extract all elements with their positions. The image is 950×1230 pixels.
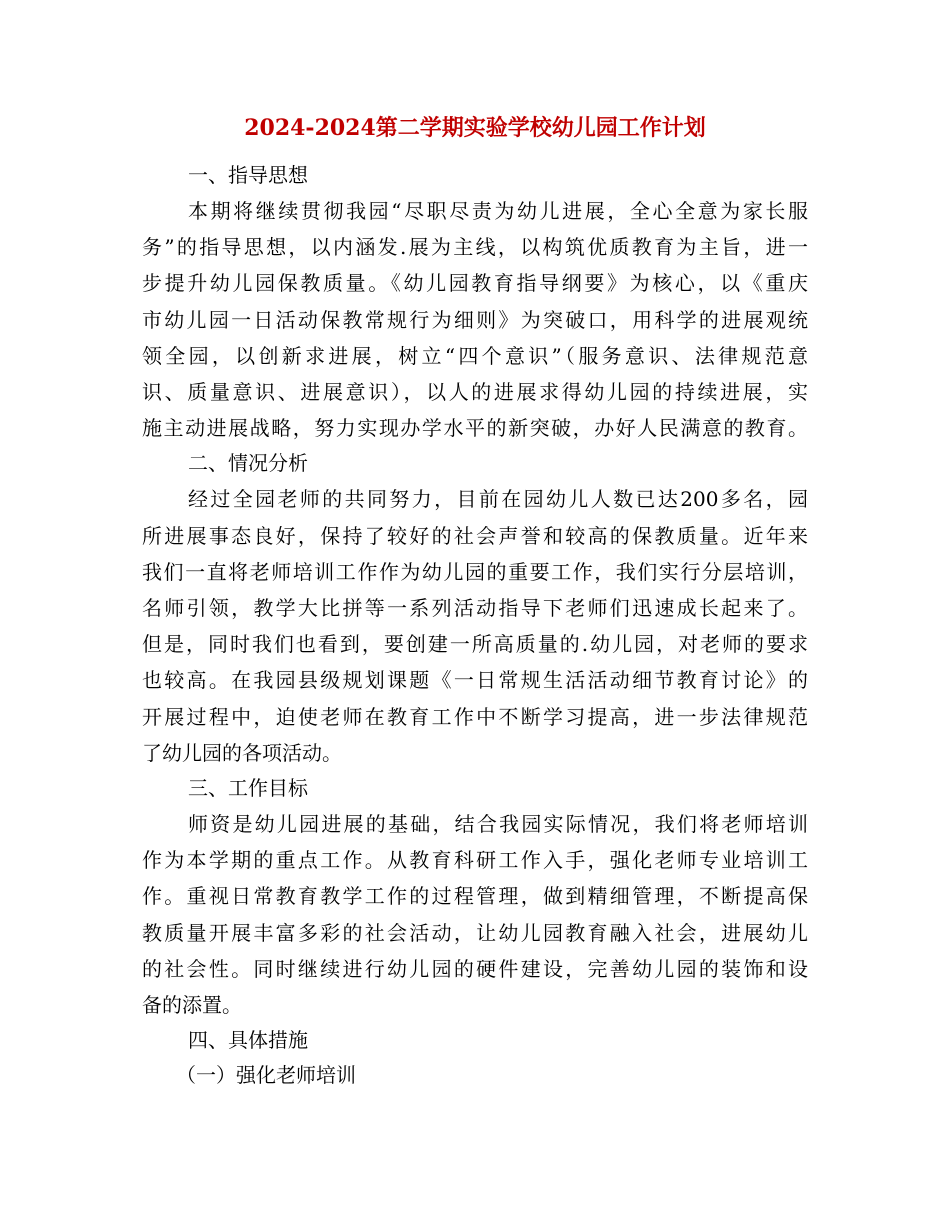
- paragraph-line: 务”的指导思想，以内涵发.展为主线，以构筑优质教育为主旨，进一: [142, 235, 808, 260]
- paragraph-line: 但是，同时我们也看到，要创建一所高质量的.幼儿园，对老师的要求: [142, 632, 808, 657]
- paragraph-line: 施主动进展战略，努力实现办学水平的新突破，办好人民满意的教育。: [142, 416, 808, 441]
- paragraph-line: 备的添置。: [142, 993, 242, 1018]
- paragraph-line: 教质量开展丰富多彩的社会活动，让幼儿园教育融入社会，进展幼儿: [142, 920, 808, 945]
- section-heading-work-goals: 三、工作目标: [188, 776, 308, 801]
- paragraph-line: 步提升幼儿园保教质量。《幼儿园教育指导纲要》为核心，以《重庆: [142, 271, 808, 296]
- paragraph-line: 经过全园老师的共同努力，目前在园幼儿人数已达200多名，园: [188, 487, 808, 512]
- paragraph-line: 名师引领，教学大比拼等一系列活动指导下老师们迅速成长起来了。: [142, 596, 808, 621]
- section-heading-situation-analysis: 二、情况分析: [188, 451, 308, 476]
- paragraph-line: 所进展事态良好，保持了较好的社会声誉和较高的保教质量。近年来: [142, 523, 808, 548]
- section-paragraph-guiding-thought: [142, 193, 808, 446]
- paragraph-line: 师资是幼儿园进展的基础，结合我园实际情况，我们将老师培训: [188, 812, 808, 837]
- subsection-heading-teacher-training: （一）强化老师培训: [176, 1063, 356, 1088]
- paragraph-line: 作为本学期的重点工作。从教育科研工作入手，强化老师专业培训工: [142, 848, 808, 873]
- document-title: 2024-2024第二学期实验学校幼儿园工作计划: [244, 115, 706, 141]
- section-heading-specific-measures: 四、具体措施: [188, 1028, 308, 1053]
- paragraph-line: 也较高。在我园县级规划课题《一日常规生活活动细节教育讨论》的: [142, 668, 808, 693]
- document-body: [142, 158, 808, 1093]
- paragraph-line: 我们一直将老师培训工作作为幼儿园的重要工作，我们实行分层培训，: [142, 559, 808, 584]
- paragraph-line: 领全园，以创新求进展，树立“四个意识”（服务意识、法律规范意: [142, 343, 808, 368]
- paragraph-line: 作。重视日常教育教学工作的过程管理，做到精细管理，不断提高保: [142, 884, 808, 909]
- paragraph-line: 识、质量意识、进展意识），以人的进展求得幼儿园的持续进展，实: [142, 380, 808, 405]
- section-paragraph-work-goals: [142, 806, 808, 1023]
- paragraph-line: 的社会性。同时继续进行幼儿园的硬件建设，完善幼儿园的装饰和设: [142, 956, 808, 981]
- paragraph-line: 了幼儿园的各项活动。: [142, 740, 342, 765]
- paragraph-line: 本期将继续贯彻我园“尽职尽责为幼儿进展，全心全意为家长服: [188, 199, 808, 223]
- section-paragraph-situation-analysis: [142, 481, 808, 771]
- section-heading-guiding-thought: 一、指导思想: [188, 163, 308, 187]
- paragraph-line: 市幼儿园一日活动保教常规行为细则》为突破口，用科学的进展观统: [142, 307, 808, 332]
- paragraph-line: 开展过程中，迫使老师在教育工作中不断学习提高，进一步法律规范: [142, 704, 808, 729]
